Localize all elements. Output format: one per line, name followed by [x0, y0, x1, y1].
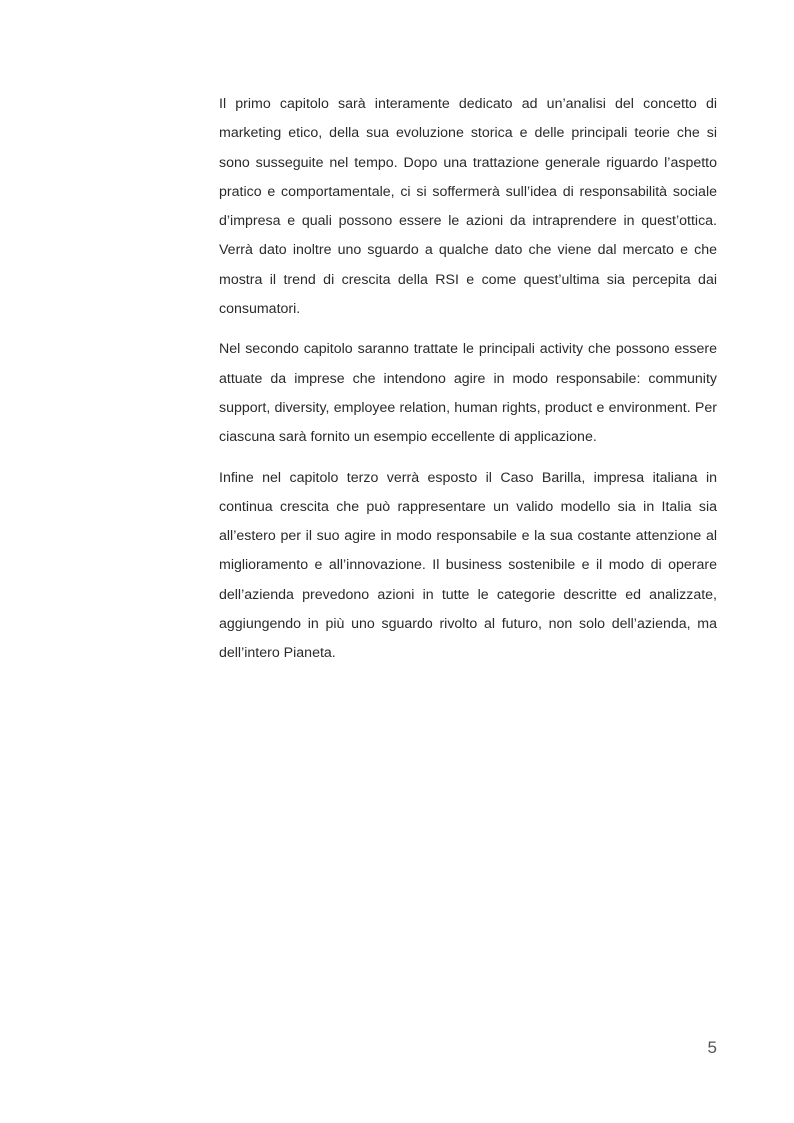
paragraph-chapter-three: Infine nel capitolo terzo verrà esposto il Caso Barilla, impresa italiana in continua crescita che può rappresentare un valido modello sia in Italia sia all’estero per il suo agire in modo responsabile e la sua costante attenzione al miglioramento e all’innovazione. Il business sostenibile e il modo di operare dell’azienda prevedono azioni in tutte le categorie descritte ed analizzate, aggiungendo in più uno sguardo rivolto al futuro, non solo dell’azienda, ma dell’intero Pianeta. — [219, 469, 717, 662]
page-number: 5 — [707, 1038, 717, 1057]
paragraph-chapter-one: Il primo capitolo sarà interamente dedicato ad un’analisi del concetto di marketing etico, della sua evoluzione storica e delle principali teorie che si sono susseguite nel tempo. Dopo una trattazione generale riguardo l’aspetto pratico e comportamentale, ci si soffermerà sull’idea di responsabilità sociale d’impresa e quali possono essere le azioni da intraprendere in quest’ottica. Verrà dato inoltre uno sguardo a qualche dato che viene dal mercato e che mostra il trend di crescita della RSI e come quest’ultima sia percepita dai consumatori. — [219, 96, 717, 318]
paragraph-chapter-two: Nel secondo capitolo saranno trattate le principali activity che possono essere attuate da imprese che intendono agire in modo responsabile: community support, diversity, employee relation, human rights, product e environment. Per ciascuna sarà fornito un esempio eccellente di applicazione. — [219, 341, 717, 446]
body-text — [219, 90, 717, 680]
